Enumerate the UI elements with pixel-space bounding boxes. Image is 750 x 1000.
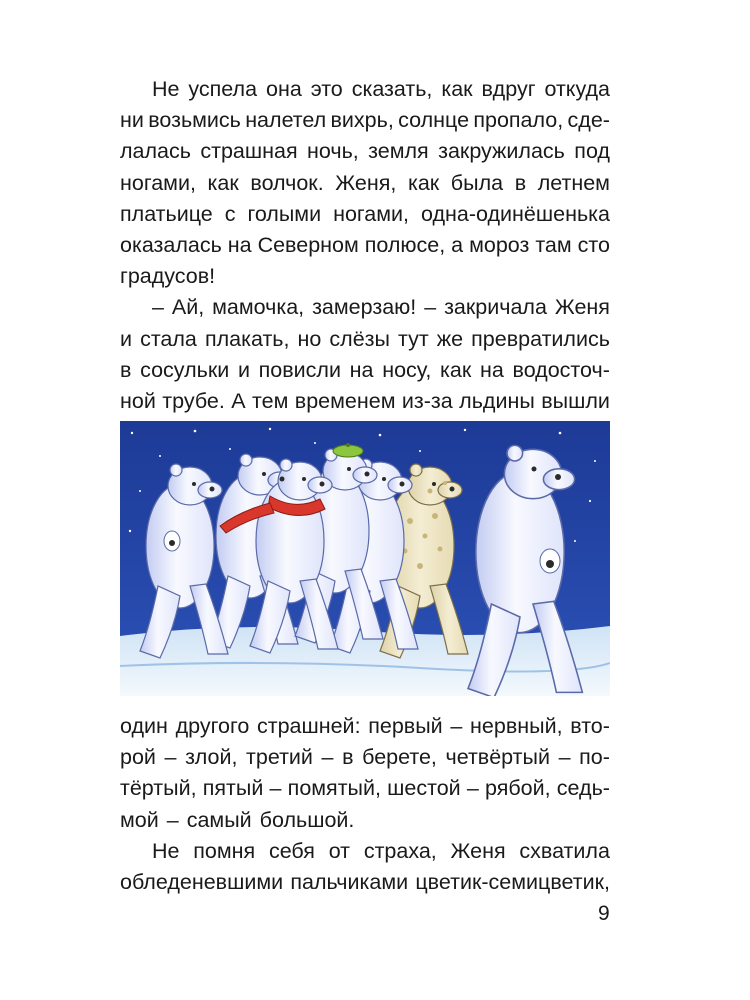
word: замерзаю! <box>312 295 417 320</box>
word: вышли <box>541 388 610 413</box>
word: платьице <box>120 201 213 226</box>
word: в <box>514 170 527 195</box>
word: и <box>120 326 133 351</box>
word: на <box>349 357 374 382</box>
word: тёртый, <box>120 776 197 801</box>
text-line <box>120 711 610 742</box>
word: берете, <box>362 745 437 770</box>
word: откуда <box>544 77 610 101</box>
word: трубе. <box>162 388 225 413</box>
word: стала <box>140 326 197 351</box>
word: лалась <box>120 139 191 164</box>
word: – <box>424 295 437 320</box>
word: солнце <box>398 108 470 133</box>
word: сказать, <box>351 77 433 101</box>
word: А <box>231 388 246 413</box>
word: злой, <box>185 745 238 770</box>
word: шестой <box>387 776 461 801</box>
word: пальчиками <box>290 869 409 894</box>
word: большой. <box>259 807 355 832</box>
word: ночь, <box>307 139 359 164</box>
word: от <box>328 838 351 863</box>
word: закричала <box>444 295 547 320</box>
word: Женя, <box>335 170 397 195</box>
text-line <box>120 836 610 867</box>
word: третий <box>246 745 313 770</box>
text-line <box>120 261 610 292</box>
word: на <box>479 357 504 382</box>
word: обледеневшими <box>120 869 284 894</box>
word: – <box>450 714 463 738</box>
word: сто <box>577 232 610 257</box>
word: другого <box>175 714 250 738</box>
word: Не <box>152 77 180 101</box>
polar-bears-illustration <box>120 421 610 696</box>
word: оказалась <box>120 232 222 257</box>
text-line <box>120 386 610 417</box>
word: рой <box>120 745 156 770</box>
word: – <box>152 295 164 320</box>
word: мой <box>120 807 159 832</box>
text-line <box>120 105 610 136</box>
word: закружилась <box>438 139 565 164</box>
word: как <box>407 170 440 195</box>
word: как <box>440 357 472 382</box>
word: ногами, <box>120 170 196 195</box>
word: вдруг <box>481 77 536 101</box>
word: ногами, <box>333 201 409 226</box>
word: возьмись <box>148 108 241 133</box>
word: носу, <box>382 357 432 382</box>
text-line <box>120 199 610 230</box>
word: Женя <box>554 295 610 320</box>
word: повисли <box>258 357 341 382</box>
word: – <box>269 776 282 801</box>
text-line <box>120 867 610 898</box>
word: временем <box>294 388 396 413</box>
word: первый <box>368 714 443 738</box>
word: налетел <box>245 108 327 133</box>
word: вто- <box>570 714 610 738</box>
page-number: 9 <box>598 902 610 925</box>
word: страха, <box>363 838 437 863</box>
text-line <box>120 324 610 355</box>
word: как <box>207 170 239 195</box>
word: один <box>120 714 168 738</box>
word: на <box>227 232 252 257</box>
word: там <box>535 232 572 257</box>
word: пятый <box>202 776 264 801</box>
word: плакать, <box>204 326 290 351</box>
word: градусов! <box>120 264 216 289</box>
word: рябой, <box>485 776 551 801</box>
word: ни <box>120 108 144 133</box>
text-line <box>120 773 610 804</box>
word: это <box>310 77 343 101</box>
text-line <box>120 136 610 167</box>
word: сосульки <box>140 357 230 382</box>
text-line <box>120 355 610 386</box>
word: страшней: <box>256 714 361 738</box>
word: под <box>574 139 610 164</box>
word: Женя <box>450 838 506 863</box>
word: седь- <box>556 776 610 801</box>
word: в <box>342 745 354 770</box>
word: пропало, <box>473 108 564 133</box>
word: страшная <box>200 139 298 164</box>
word: она <box>265 77 302 101</box>
word: полюсе, <box>364 232 446 257</box>
word: ной <box>120 388 156 413</box>
word: мороз <box>469 232 530 257</box>
word: но <box>297 326 322 351</box>
word: превратились <box>471 326 610 351</box>
word: земля <box>368 139 429 164</box>
word: водосточ- <box>512 357 610 382</box>
word: – <box>166 807 179 832</box>
word: помня <box>193 838 256 863</box>
polar-bears-scene <box>120 421 610 696</box>
word: схватила <box>519 838 610 863</box>
word: вихрь, <box>330 108 394 133</box>
word: сде- <box>567 108 610 133</box>
word: – <box>321 745 334 770</box>
word: а <box>451 232 464 257</box>
word: успела <box>188 77 258 101</box>
word: мамочка, <box>212 295 305 320</box>
word: льдины <box>459 388 535 413</box>
text-line <box>120 805 610 836</box>
text-block-bottom <box>120 711 610 898</box>
word: из-за <box>401 388 453 413</box>
word: слёзы <box>329 326 390 351</box>
word: по- <box>579 745 610 770</box>
word: себя <box>268 838 315 863</box>
word: тут <box>398 326 429 351</box>
word: – <box>164 745 177 770</box>
word: летнем <box>537 170 610 195</box>
word: Ай, <box>171 295 205 320</box>
word: и <box>237 357 250 382</box>
word: была <box>450 170 504 195</box>
text-block-top <box>120 74 610 448</box>
word: четвёртый <box>445 745 550 770</box>
word: в <box>120 357 132 382</box>
word: одна-одинёшенька <box>420 201 610 226</box>
word: нервный, <box>470 714 563 738</box>
text-line <box>120 74 610 105</box>
text-line <box>120 168 610 199</box>
word: волчок. <box>250 170 324 195</box>
text-line <box>120 292 610 323</box>
text-line <box>120 742 610 773</box>
word: тем <box>252 388 289 413</box>
word: же <box>436 326 464 351</box>
word: – <box>466 776 479 801</box>
word: голыми <box>247 201 322 226</box>
word: самый <box>186 807 252 832</box>
word: Северном <box>257 232 359 257</box>
word: как <box>441 77 473 101</box>
word: – <box>558 745 571 770</box>
word: с <box>224 201 236 226</box>
paw-pad-icon <box>169 540 175 546</box>
word: цветик-семицветик, <box>415 869 610 894</box>
word: помятый, <box>287 776 381 801</box>
word: Не <box>152 838 180 863</box>
text-line <box>120 230 610 261</box>
